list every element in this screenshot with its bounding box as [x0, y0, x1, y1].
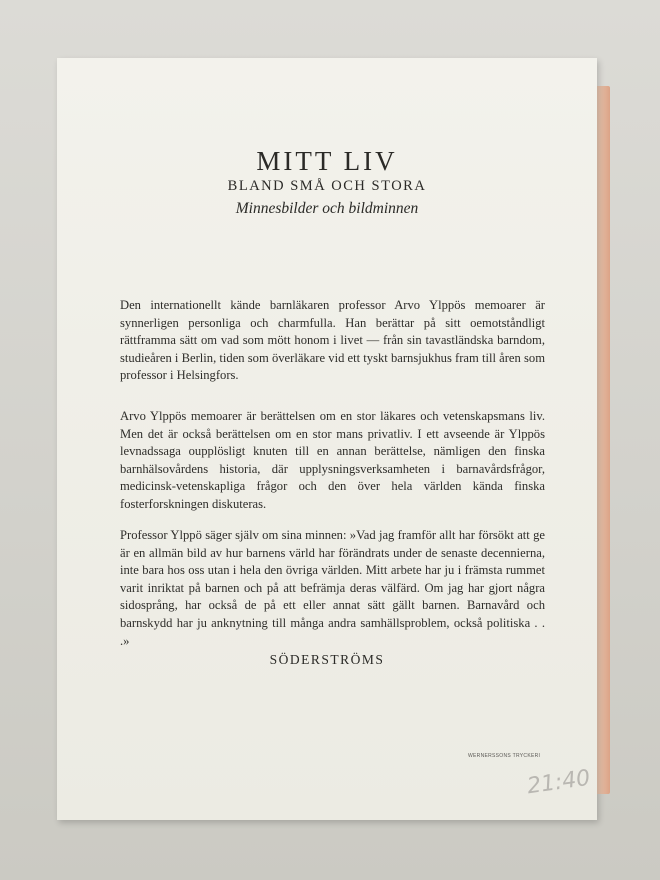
publisher-name: SÖDERSTRÖMS	[269, 652, 385, 667]
blurb-paragraph-3: Professor Ylppö säger själv om sina minnen: »Vad jag framför allt har försökt att ge är en allmän bild av hur barnens värld har förändrats under de senaste decennierna, inte bara hos oss utan i hela den övriga världen. Mitt arbete har ju i främsta rummet varit inriktat på barnen och på att befrämja deras välfärd. Om jag har gjort några sidosprång, har också de på ett eller annat sätt gällt barnen. Barnavård och barnskydd har ju anknytning till många andra samhällsproblem, också politiska . . .»	[120, 528, 545, 648]
pencil-price-note: 21:40	[525, 765, 592, 800]
book-subtitle: BLAND SMÅ OCH STORA	[227, 178, 427, 194]
book-subtitle-italic: Minnesbilder och bildminnen	[235, 200, 419, 217]
blurb-paragraph-2: Arvo Ylppös memoarer är berättelsen om en stor läkares och vetenskapsmans liv. Men det är också berättelsen om en stor mans privatliv. I ett avseende är Ylppös levnadssaga oupplösligt knuten till en annan berättelse, nämligen den finska barnhälsovårdens historia, där upplysningsverksamheten i barnavårdsfrågor, medicinsk-vetenskapliga frågor och den över hela världen kända finska fosterforskningen diskuteras.	[120, 409, 545, 511]
book-back-cover	[57, 58, 597, 820]
printer-credit: WERNERSSONS TRYCKERI	[468, 753, 541, 759]
blurb-paragraph-1: Den internationellt kände barnläkaren professor Arvo Ylppös memoarer är synnerligen personliga och charmfulla. Han berättar på sitt oemotståndligt rättframma sätt om vad som mött honom i livet — från sin tavastländska barndom, studieåren i Berlin, tiden som överläkare vid ett tyskt barnsjukhus fram till åren som professor i Helsingfors.	[120, 298, 545, 383]
book-title: MITT LIV	[256, 146, 398, 176]
